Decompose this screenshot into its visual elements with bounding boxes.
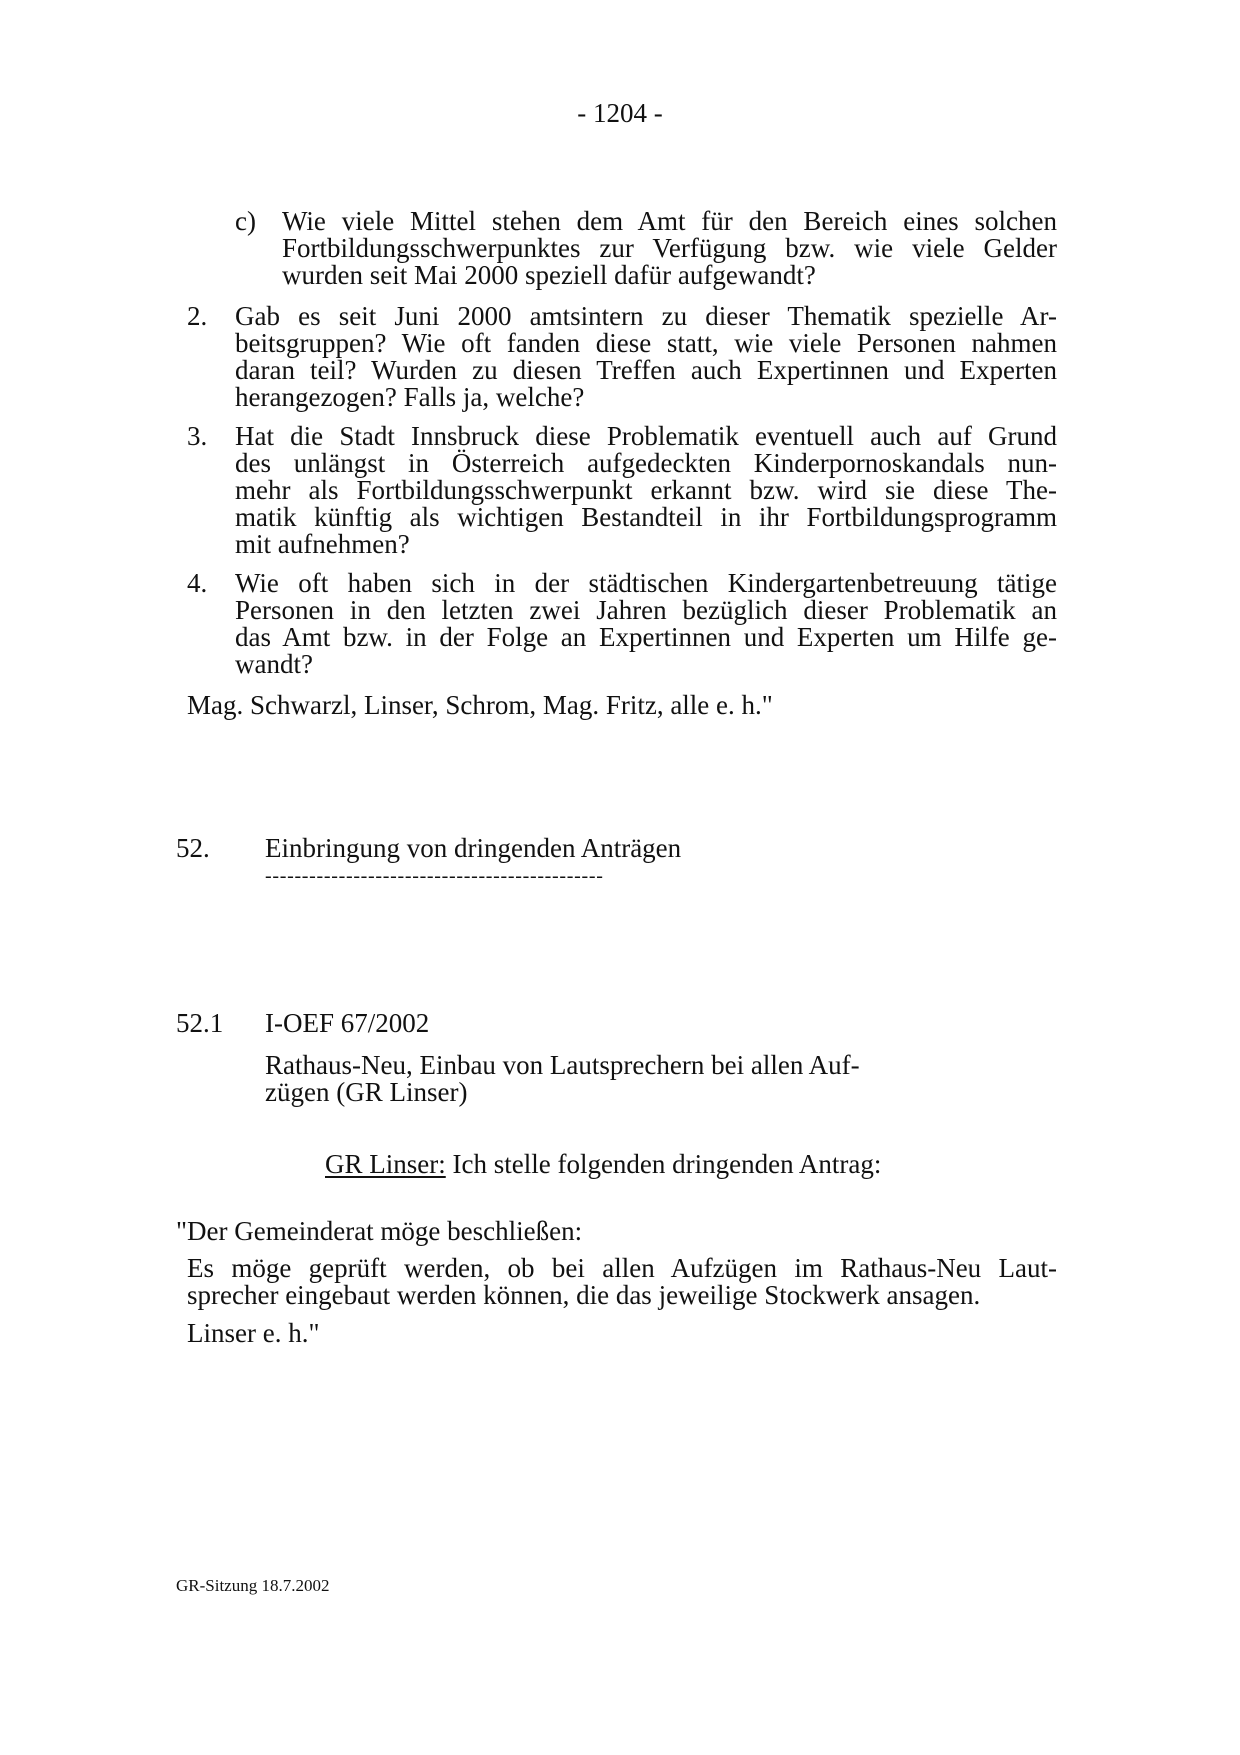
question-line: herangezogen? Falls ja, welche? [235,382,585,412]
motion-signature: Linser e. h." [187,1318,320,1348]
question-line: matik künftig als wichtigen Bestandteil in ihr Fortbildungsprogramm [235,502,1057,532]
question-line: des unlängst in Österreich aufgedeckten Kinderpornoskandals nun- [235,448,1057,478]
question-line: Gab es seit Juni 2000 amtsintern zu dieser Thematik spezielle Ar- [235,301,1057,331]
page-number: - 1204 - [577,98,663,128]
speaker-text: Ich stelle folgenden dringenden Antrag: [445,1149,882,1179]
question-number: 3. [187,421,208,451]
subsection-subject-line: zügen (GR Linser) [265,1077,468,1107]
question-line: das Amt bzw. in der Folge an Expertinnen und Experten um Hilfe ge- [235,622,1057,652]
question-line: Personen in den letzten zwei Jahren bezüglich dieser Problematik an [235,595,1057,625]
question-line: Hat die Stadt Innsbruck diese Problematik eventuell auch auf Grund [235,421,1057,451]
motion-line: sprecher eingebaut werden können, die das jeweilige Stockwerk ansagen. [187,1280,981,1310]
item-c-line: Wie viele Mittel stehen dem Amt für den Bereich eines solchen [282,206,1057,236]
item-c-line: wurden seit Mai 2000 speziell dafür aufgewandt? [282,260,816,290]
subsection-reference: I-OEF 67/2002 [265,1008,430,1038]
item-c-line: Fortbildungsschwerpunktes zur Verfügung bzw. wie viele Gelder [282,233,1057,263]
subsection-subject-line: Rathaus-Neu, Einbau von Lautsprechern bei allen Auf- [265,1050,860,1080]
question-line: mit aufnehmen? [235,529,410,559]
speaker-line [325,1151,881,1178]
question-line: mehr als Fortbildungsschwerpunkt erkannt bzw. wird sie diese The- [235,475,1057,505]
section-rule: ---------------------------------------------- [265,865,604,887]
motion-line: Es möge geprüft werden, ob bei allen Aufzügen im Rathaus-Neu Laut- [187,1253,1057,1283]
item-c-label: c) [235,206,256,236]
question-line: wandt? [235,649,313,679]
signatories: Mag. Schwarzl, Linser, Schrom, Mag. Fritz, alle e. h." [187,690,773,720]
question-number: 2. [187,301,208,331]
footer: GR-Sitzung 18.7.2002 [176,1576,330,1595]
question-line: beitsgruppen? Wie oft fanden diese statt, wie viele Personen nahmen [235,328,1057,358]
question-line: daran teil? Wurden zu diesen Treffen auch Expertinnen und Experten [235,355,1057,385]
section-title: Einbringung von dringenden Anträgen [265,833,682,863]
speaker-name: GR Linser: [325,1149,446,1179]
section-number: 52. [176,833,210,863]
question-number: 4. [187,568,208,598]
question-line: Wie oft haben sich in der städtischen Kindergartenbetreuung tätige [235,568,1057,598]
subsection-number: 52.1 [176,1008,224,1038]
motion-intro: "Der Gemeinderat möge beschließen: [176,1216,583,1246]
